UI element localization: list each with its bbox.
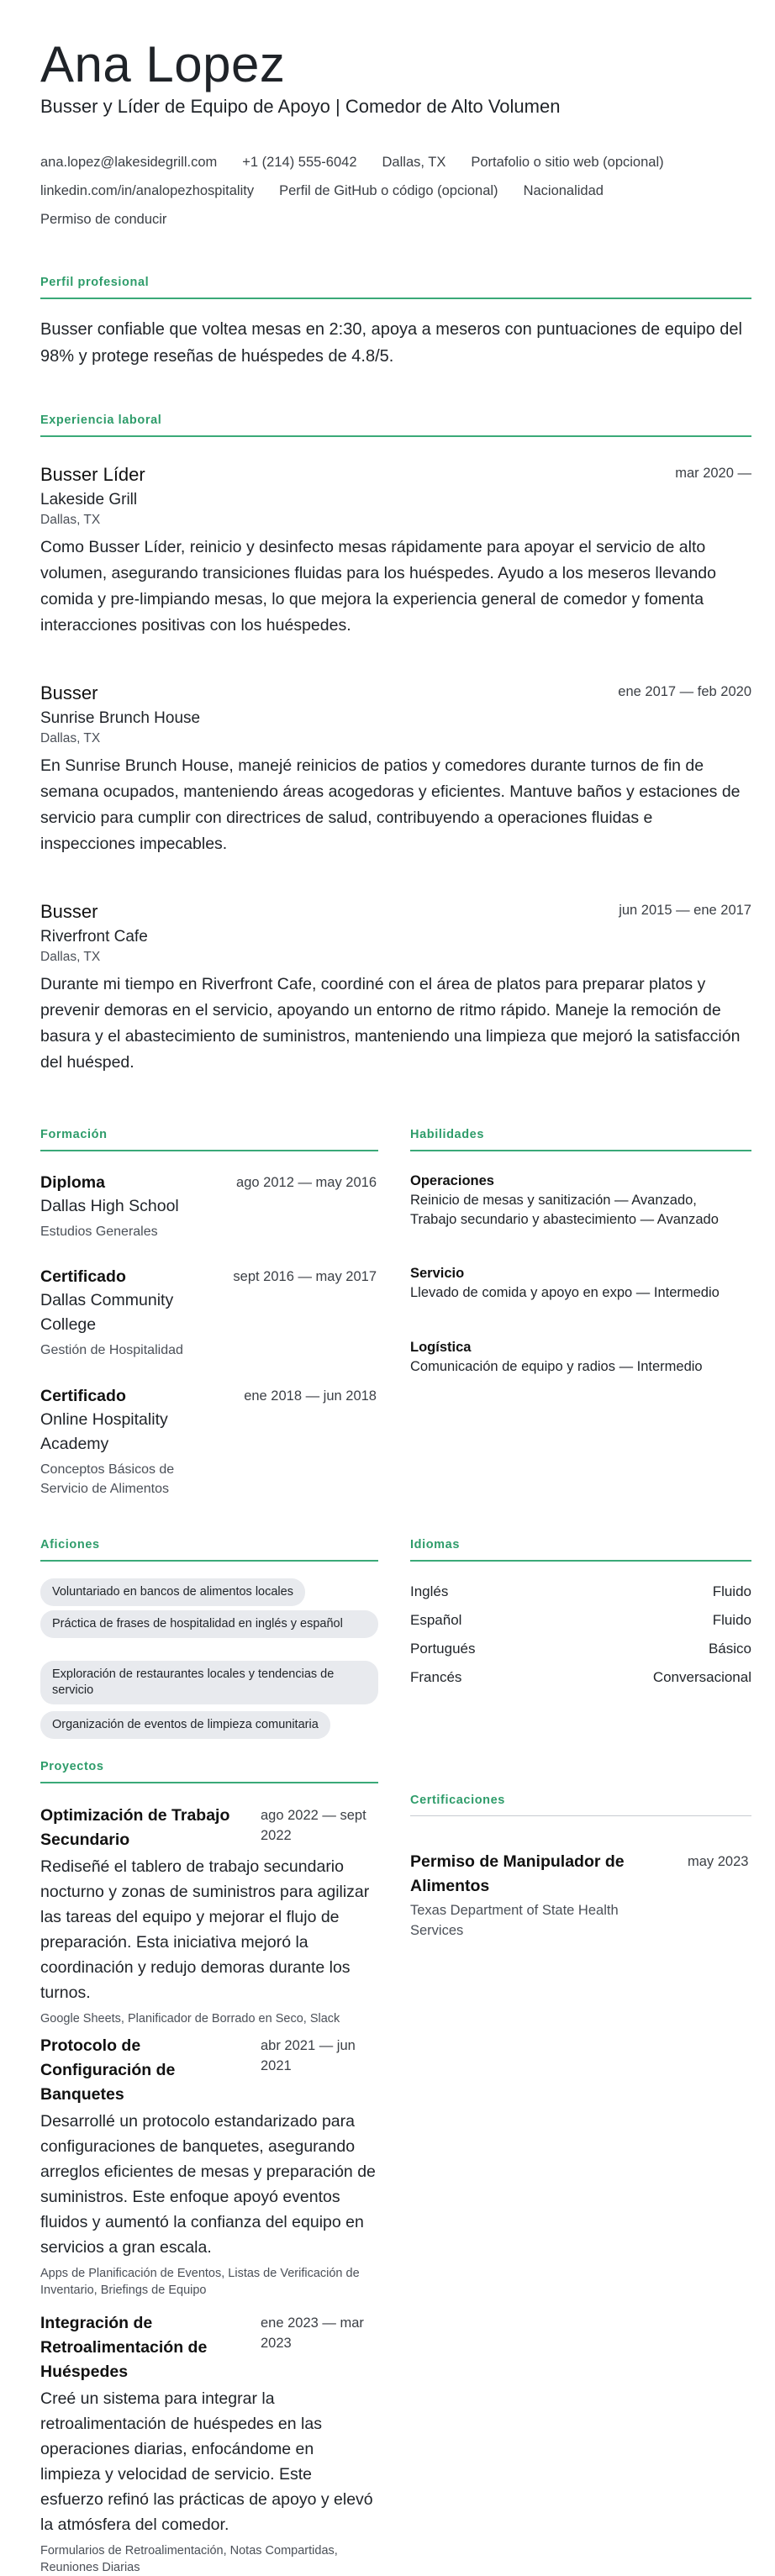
skill-group: [410, 1173, 746, 1230]
job-location: Dallas, TX: [40, 731, 101, 745]
education-entry: [40, 1267, 377, 1360]
hobby-tag: Organización de eventos de limpieza comunitaria: [40, 1711, 330, 1739]
contact-location: Dallas, TX: [382, 155, 446, 170]
skill-items: Comunicación de equipo y radios — Intermedio: [410, 1359, 703, 1374]
education-entry: [40, 1387, 377, 1499]
summary-text: Busser confiable que voltea mesas en 2:30, apoya a meseros con puntuaciones de equipo del 98% y protege reseñas de huéspedes de 4.8/5.: [40, 320, 742, 366]
job-description: Durante mi tiempo en Riverfront Cafe, coordiné con el área de platos para preparar platos y prevenir demoras en el servicio, apoyando un entorno de ritmo rápido. Maneje la remoción de basura y el abastecimiento de suministros, manteniendo una limpieza que mejoró la satisfacción del huésped.: [40, 975, 741, 1072]
section-title-summary: Perfil profesional: [40, 276, 150, 289]
education-school: Online Hospitality Academy: [40, 1410, 168, 1453]
project-tools: Formularios de Retroalimentación, Notas Compartidas, Reuniones Diarias: [40, 2544, 338, 2574]
contact-phone[interactable]: +1 (214) 555-6042: [242, 155, 357, 170]
job-company: Riverfront Cafe: [40, 928, 148, 946]
project-description: Desarrollé un protocolo estandarizado para configuraciones de banquetes, asegurando arreglos eficientes de mesas y preparación de suministros. Este enfoque apoyó eventos fluidos y aumentó la confianza del equipo en servicios a gran escala.: [40, 2112, 376, 2257]
project-dates: ago 2022 — sept 2022: [261, 1808, 366, 1843]
education-school: Dallas High School: [40, 1197, 179, 1215]
job-description: En Sunrise Brunch House, manejé reinicios de patios y comedores durante turnos de fin de semana ocupados, manteniendo áreas acogedoras y eficientes. Mantuve baños y estaciones de servicio para cumplir con directrices de salud, contribuyendo a operaciones fluidas e inspecciones impecables.: [40, 756, 741, 853]
education-dates: sept 2016 — may 2017: [233, 1269, 377, 1284]
education-field: Conceptos Básicos de Servicio de Alimentos: [40, 1462, 175, 1496]
candidate-headline: Busser y Líder de Equipo de Apoyo | Comedor de Alto Volumen: [40, 96, 561, 117]
contact-portfolio[interactable]: Portafolio o sitio web (opcional): [471, 155, 664, 170]
contact-email[interactable]: ana.lopez@lakesidegrill.com: [40, 155, 218, 170]
section-title-projects: Proyectos: [40, 1760, 104, 1773]
education-entry: [40, 1173, 377, 1241]
language-name: Francés: [410, 1669, 462, 1685]
education-dates: ene 2018 — jun 2018: [244, 1388, 377, 1404]
job-description: Como Busser Líder, reinicio y desinfecto mesas rápidamente para apoyar el servicio de alto volumen, asegurando transiciones fluidas para los huéspedes. Ayudo a los meseros llevando comida y pre-limpiando mesas, lo que mejora la experiencia general de comedor y fomenta interacciones positivas con los huéspedes.: [40, 538, 716, 635]
section-divider: [40, 298, 751, 299]
hobby-tag: Voluntariado en bancos de alimentos locales: [40, 1578, 305, 1606]
job-company: Sunrise Brunch House: [40, 709, 201, 727]
project-description: Creé un sistema para integrar la retroalimentación de huéspedes en las operaciones diarias, enfocándome en limpieza y velocidad de servicio. Este esfuerzo refinó las prácticas de apoyo y elevó la atmósfera del comedor.: [40, 2389, 373, 2534]
section-divider: [40, 1560, 378, 1562]
job-dates: jun 2015 — ene 2017: [619, 903, 751, 918]
section-title-skills: Habilidades: [410, 1128, 484, 1141]
section-title-certifications: Certificaciones: [410, 1794, 505, 1807]
language-level: Básico: [708, 1641, 751, 1657]
job-entry: [40, 464, 751, 639]
project-dates: abr 2021 — jun 2021: [261, 2038, 356, 2073]
certification-issuer: Texas Department of State Health Services: [410, 1903, 619, 1938]
education-field: Gestión de Hospitalidad: [40, 1343, 183, 1357]
hobby-tag: Práctica de frases de hospitalidad en inglés y español: [40, 1610, 378, 1638]
education-degree: Certificado: [40, 1387, 126, 1405]
section-title-hobbies: Aficiones: [40, 1538, 100, 1551]
section-title-experience: Experiencia laboral: [40, 414, 162, 427]
section-title-languages: Idiomas: [410, 1538, 460, 1551]
section-divider: [40, 1782, 378, 1783]
contact-driving-license: Permiso de conducir: [40, 212, 167, 227]
candidate-name: Ana Lopez: [40, 36, 286, 92]
project-entry: [40, 2311, 378, 2576]
skill-group: [410, 1266, 746, 1303]
language-row: [410, 1583, 751, 1600]
project-entry: [40, 1804, 378, 2027]
language-name: Inglés: [410, 1583, 449, 1599]
contact-github[interactable]: Perfil de GitHub o código (opcional): [279, 183, 498, 198]
language-row: [410, 1669, 751, 1686]
certification-dates: may 2023: [688, 1854, 749, 1869]
certification-title: Permiso de Manipulador de Alimentos: [410, 1852, 625, 1895]
contact-linkedin[interactable]: linkedin.com/in/analopezhospitality: [40, 183, 255, 198]
project-title: Protocolo de Configuración de Banquetes: [40, 2036, 176, 2104]
certification-entry: [410, 1850, 751, 1941]
skill-items: Llevado de comida y apoyo en expo — Intermedio: [410, 1285, 720, 1300]
section-divider: [410, 1815, 751, 1816]
project-title: Integración de Retroalimentación de Huéspedes: [40, 2314, 208, 2381]
contact-nationality: Nacionalidad: [523, 183, 604, 198]
language-level: Fluido: [712, 1583, 751, 1599]
job-company: Lakeside Grill: [40, 491, 138, 508]
hobby-tag: Exploración de restaurantes locales y tendencias de servicio: [40, 1661, 378, 1704]
project-description: Rediseñé el tablero de trabajo secundario nocturno y zonas de suministros para agilizar las tareas del equipo y mejorar el flujo de preparación. Esta iniciativa mejoró la coordinación y redujo demoras durante los turnos.: [40, 1857, 370, 2002]
job-dates: ene 2017 — feb 2020: [618, 684, 751, 699]
project-title: Optimización de Trabajo Secundario: [40, 1806, 230, 1849]
section-divider: [410, 1560, 751, 1562]
contact-list: [40, 148, 746, 234]
education-degree: Diploma: [40, 1173, 105, 1192]
job-role: Busser: [40, 682, 98, 703]
job-location: Dallas, TX: [40, 950, 101, 964]
language-name: Portugués: [410, 1641, 476, 1657]
section-divider: [410, 1150, 751, 1151]
section-divider: [40, 1150, 378, 1151]
language-row: [410, 1612, 751, 1629]
job-location: Dallas, TX: [40, 513, 101, 527]
language-name: Español: [410, 1612, 462, 1628]
skill-items: Reinicio de mesas y sanitización — Avanzado, Trabajo secundario y abastecimiento — Avanzado: [410, 1193, 719, 1227]
education-field: Estudios Generales: [40, 1225, 158, 1239]
project-tools: Apps de Planificación de Eventos, Listas de Verificación de Inventario, Briefings de Equipo: [40, 2267, 360, 2297]
skill-category: Servicio: [410, 1266, 465, 1281]
language-level: Fluido: [712, 1612, 751, 1628]
education-school: Dallas Community College: [40, 1291, 174, 1334]
section-divider: [40, 435, 751, 437]
skill-category: Operaciones: [410, 1173, 494, 1188]
language-level: Conversacional: [652, 1669, 751, 1685]
job-role: Busser: [40, 901, 98, 922]
education-degree: Certificado: [40, 1267, 126, 1286]
skill-category: Logística: [410, 1340, 472, 1355]
education-dates: ago 2012 — may 2016: [236, 1175, 377, 1190]
section-title-education: Formación: [40, 1128, 108, 1141]
job-entry: [40, 901, 751, 1076]
job-dates: mar 2020 —: [675, 466, 751, 481]
job-entry: [40, 682, 751, 857]
project-tools: Google Sheets, Planificador de Borrado en Seco, Slack: [40, 2012, 340, 2026]
job-role: Busser Líder: [40, 464, 145, 485]
language-row: [410, 1641, 751, 1657]
project-entry: [40, 2034, 378, 2299]
skill-group: [410, 1340, 746, 1377]
project-dates: ene 2023 — mar 2023: [261, 2315, 364, 2351]
